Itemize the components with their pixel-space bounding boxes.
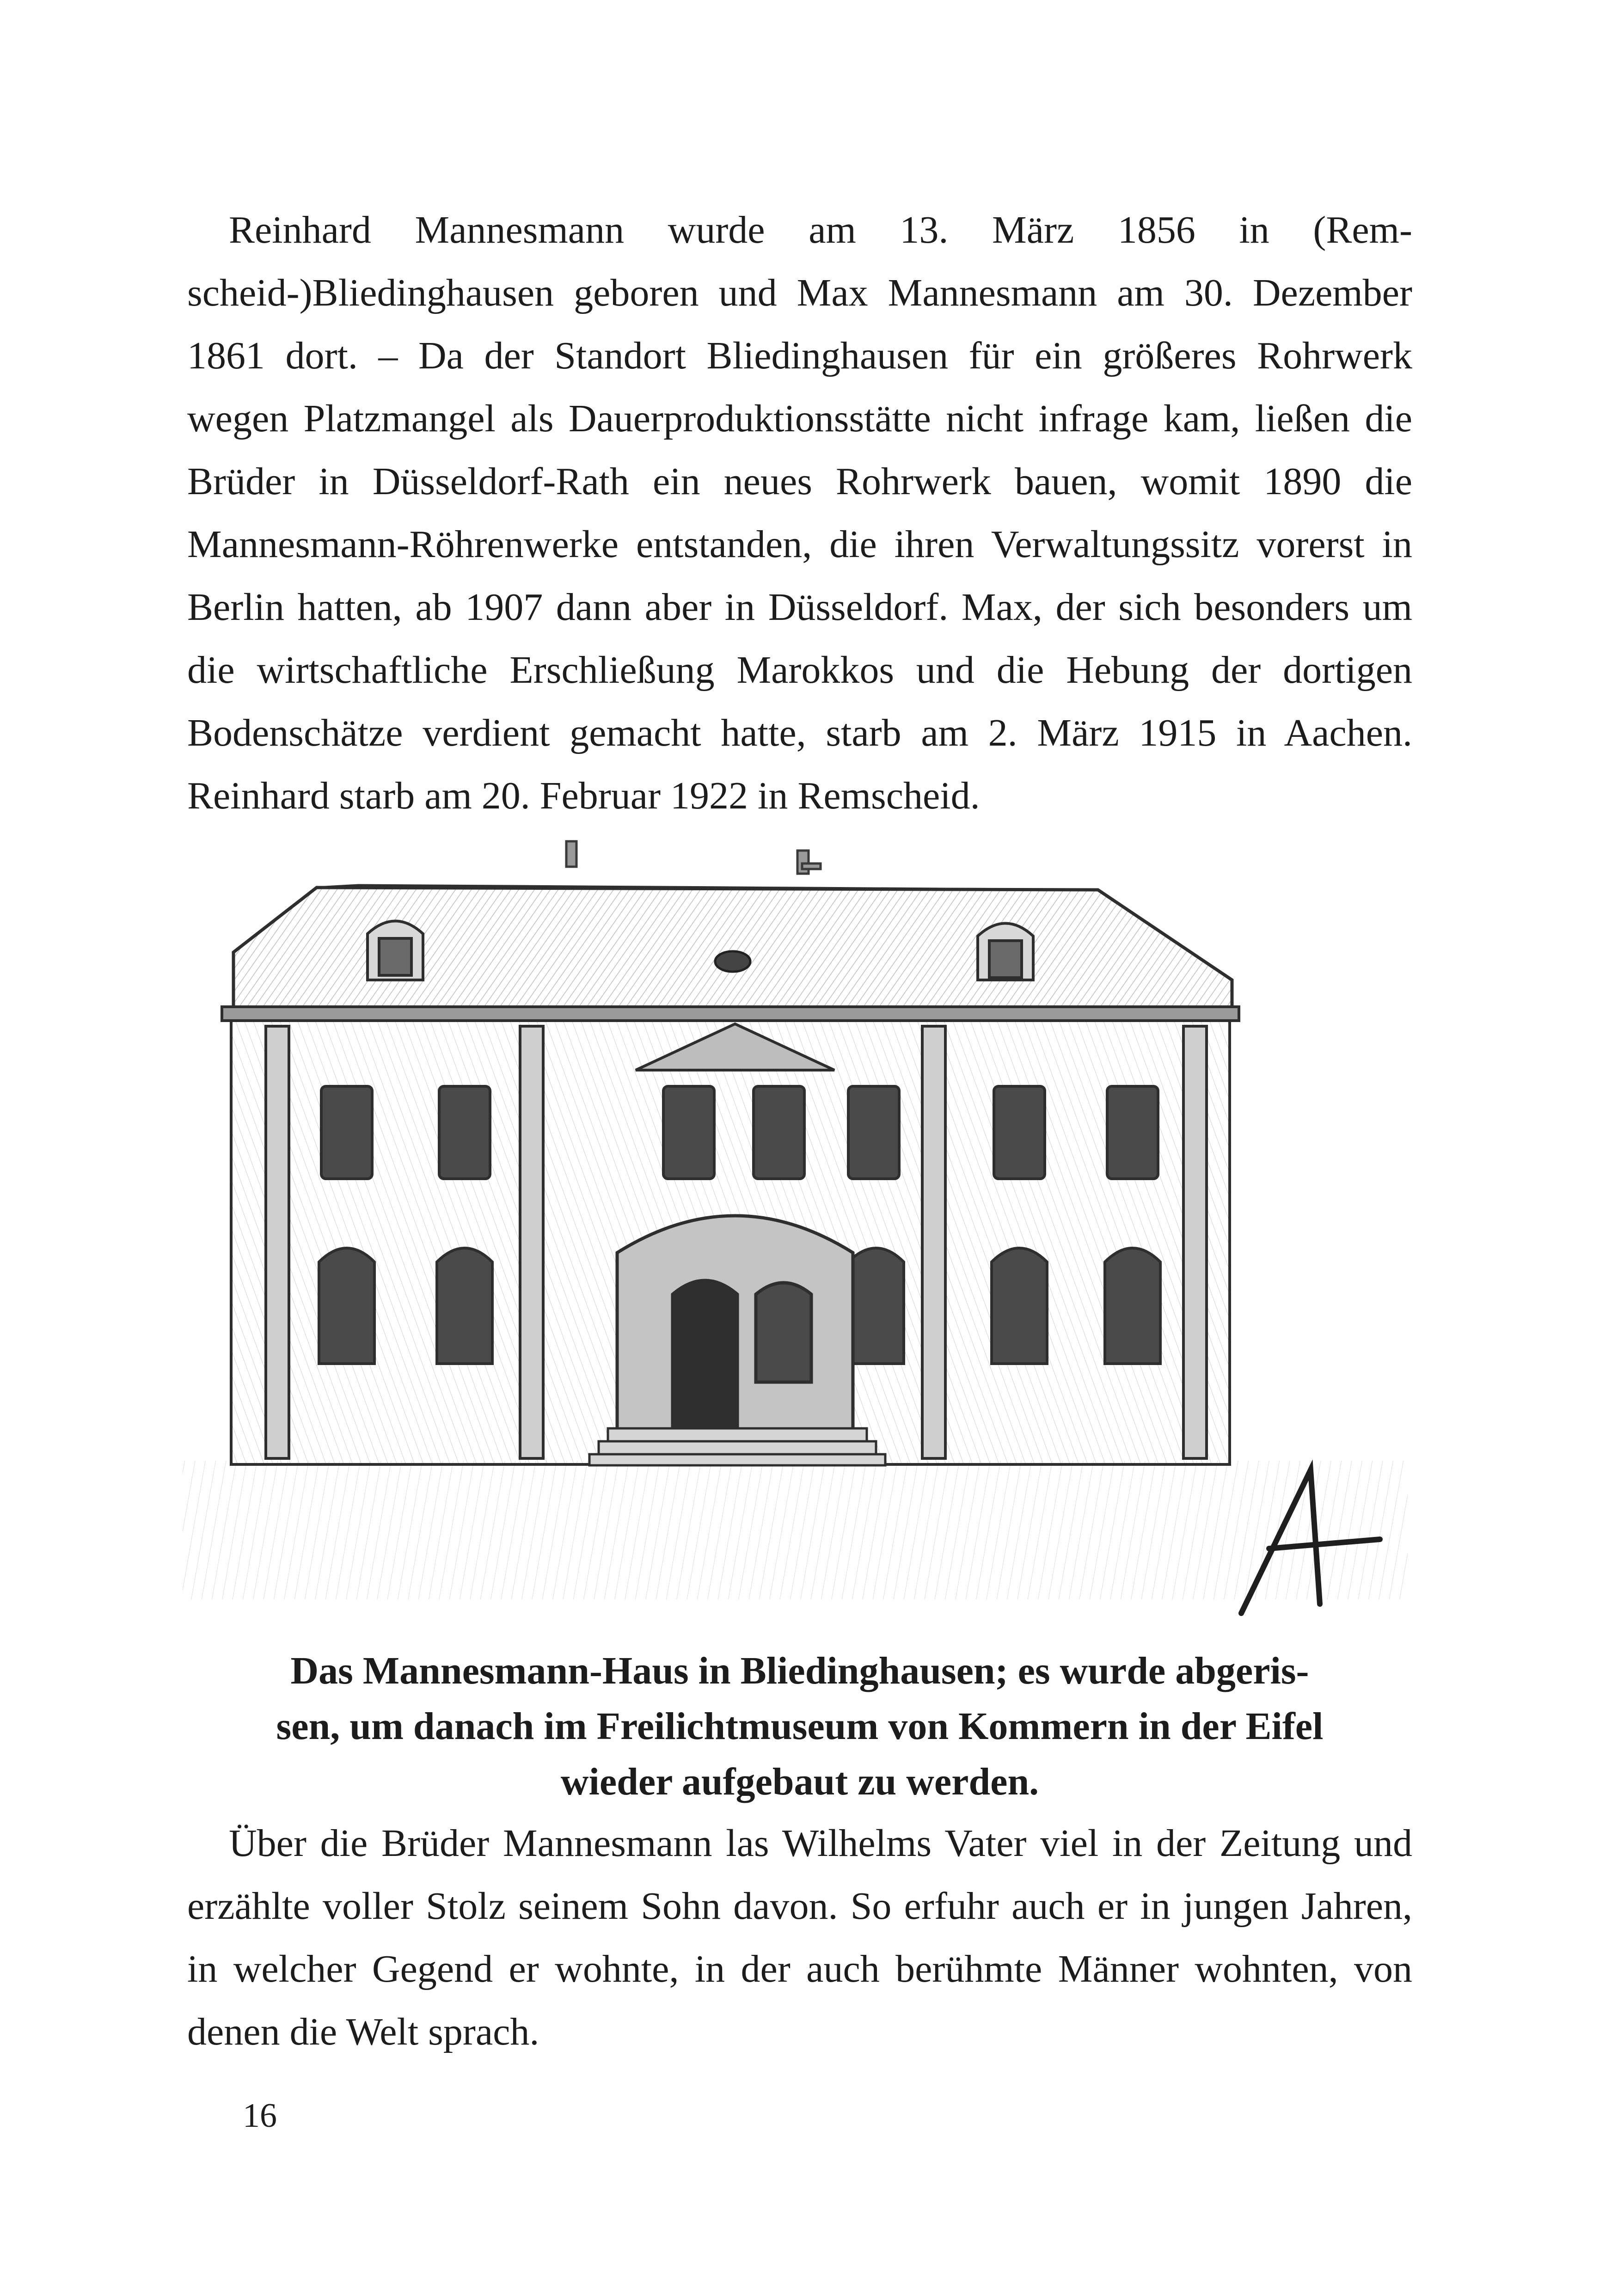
roof-oval-window	[715, 951, 750, 972]
house-drawing-svg	[183, 827, 1408, 1636]
chimneys	[566, 841, 821, 874]
front-door	[673, 1280, 737, 1428]
body-paragraph-2: Über die Brüder Mannesmann las Wilhelms Vater viel in der Zeitung und erzählte voller Stolz seinem Sohn davon. So erfuhr auch er in jungen Jahren, in welcher Gegend er wohnte, in der auch berühmte Männer wohnten, von denen die Welt sprach.	[187, 1822, 1412, 2053]
cornice	[222, 1007, 1239, 1021]
ground-shading	[183, 1461, 1408, 1599]
figure-caption	[187, 1643, 1412, 1810]
body-paragraph-1: Reinhard Mannesmann wurde am 13. März 1856 in (Remscheid-)Bliedinghausen geboren und Max Mannesmann am 30. Dezember 1861 dort. – Da der Standort Bliedinghausen für ein größeres Rohrwerk wegen Platzmangel als Dauerproduktionsstätte nicht infrage kam, ließen die Brüder in Düsseldorf-Rath ein neues Rohrwerk bauen, womit 1890 die Mannesmann-Röhrenwerke entstanden, die ihren Verwaltungssitz vorerst in Berlin hatten, ab 1907 dann aber in Düsseldorf. Max, der sich besonders um die wirtschaftliche Erschließung Marokkos und die Hebung der dortigen Bodenschätze verdient gemacht hatte, starb am 2. März 1915 in Aachen. Reinhard starb am 20. Februar 1922 in Remscheid.	[187, 208, 1412, 817]
entrance-steps	[589, 1428, 885, 1465]
page-number: 16	[243, 2097, 277, 2135]
caption-line-3: wieder aufgebaut zu werden.	[560, 1760, 1039, 1803]
caption-line-2: sen, um danach im Freilichtmuseum von Kommern in der Eifel	[276, 1705, 1324, 1748]
caption-line-1: Das Mannesmann-Haus in Bliedinghausen; es wurde abgeris-	[290, 1649, 1309, 1692]
house-drawing	[183, 827, 1408, 1636]
entrance-portico	[617, 1216, 853, 1428]
